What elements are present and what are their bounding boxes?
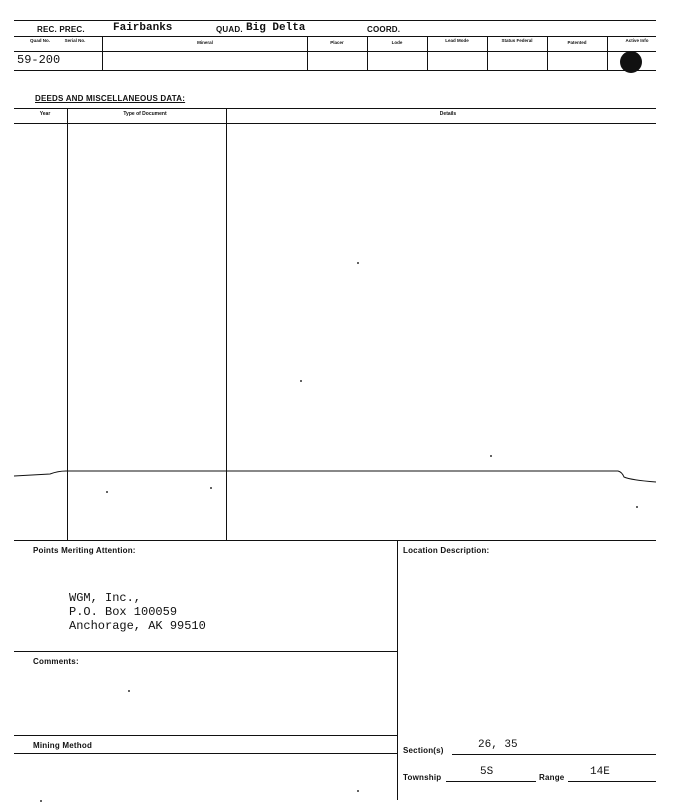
bottom-divider (397, 540, 398, 800)
range-underline (568, 781, 656, 782)
speck (40, 800, 42, 802)
location-label: Location Description: (403, 546, 490, 555)
range-value: 14E (590, 766, 610, 778)
speck (106, 491, 108, 493)
speck (490, 455, 492, 457)
quad-serial-value: 59-200 (17, 53, 61, 67)
bottom-top-rule (14, 540, 656, 541)
deeds-col-details: Details (439, 111, 457, 117)
col-lode: Lode (391, 40, 403, 45)
col-active-info: Active Info (625, 38, 649, 43)
col-lead-mode: Lead Mode (445, 38, 469, 43)
speck (357, 790, 359, 792)
deeds-col-year: Year (39, 111, 51, 117)
grid-divider (427, 36, 428, 70)
speck (357, 262, 359, 264)
comments-label: Comments: (33, 657, 79, 666)
mining-bottom-rule (14, 753, 397, 754)
grid-rule (14, 70, 656, 71)
deeds-col-type: Type of Document (123, 111, 167, 117)
quad-label: QUAD. (216, 25, 243, 34)
township-underline (446, 781, 536, 782)
col-serial-no: Serial No. (64, 38, 86, 43)
mining-method-label: Mining Method (33, 741, 93, 750)
rec-prec-label: REC. PREC. (37, 25, 85, 34)
coord-label: COORD. (367, 25, 401, 34)
deeds-title: DEEDS AND MISCELLANEOUS DATA: (35, 94, 186, 103)
sections-underline (452, 754, 656, 755)
mining-rule (14, 735, 397, 736)
active-info-filled-dot (620, 51, 642, 73)
col-patented: Patented (567, 40, 587, 45)
grid-divider (487, 36, 488, 70)
col-mineral: Mineral (197, 40, 213, 45)
address-line-2: P.O. Box 100059 (69, 605, 178, 619)
quad-value: Big Delta (246, 22, 306, 34)
speck (300, 380, 302, 382)
points-label: Points Meriting Attention: (33, 546, 136, 555)
sections-label: Section(s) (403, 746, 444, 755)
address-line-3: Anchorage, AK 99510 (69, 619, 206, 633)
range-label: Range (539, 773, 565, 782)
col-status-federal: Status Federal (501, 38, 533, 43)
grid-rule (14, 51, 656, 52)
speck (210, 487, 212, 489)
grid-divider (307, 36, 308, 70)
rec-prec-value: Fairbanks (113, 22, 173, 34)
grid-divider (547, 36, 548, 70)
sections-value: 26, 35 (478, 739, 518, 751)
col-quad-no: Quad No. (30, 38, 50, 43)
fold-line (0, 462, 678, 492)
header-top-rule (14, 20, 656, 21)
speck (636, 506, 638, 508)
grid-rule (14, 36, 656, 37)
deeds-top-rule (14, 108, 656, 109)
speck (128, 690, 130, 692)
grid-divider (102, 36, 103, 70)
comments-rule (14, 651, 397, 652)
address-line-1: WGM, Inc., (69, 591, 142, 605)
township-label: Township (403, 773, 442, 782)
deeds-header-rule (14, 123, 656, 124)
grid-divider (367, 36, 368, 70)
col-placer: Placer (330, 40, 344, 45)
township-value: 5S (480, 766, 494, 778)
grid-divider (607, 36, 608, 70)
